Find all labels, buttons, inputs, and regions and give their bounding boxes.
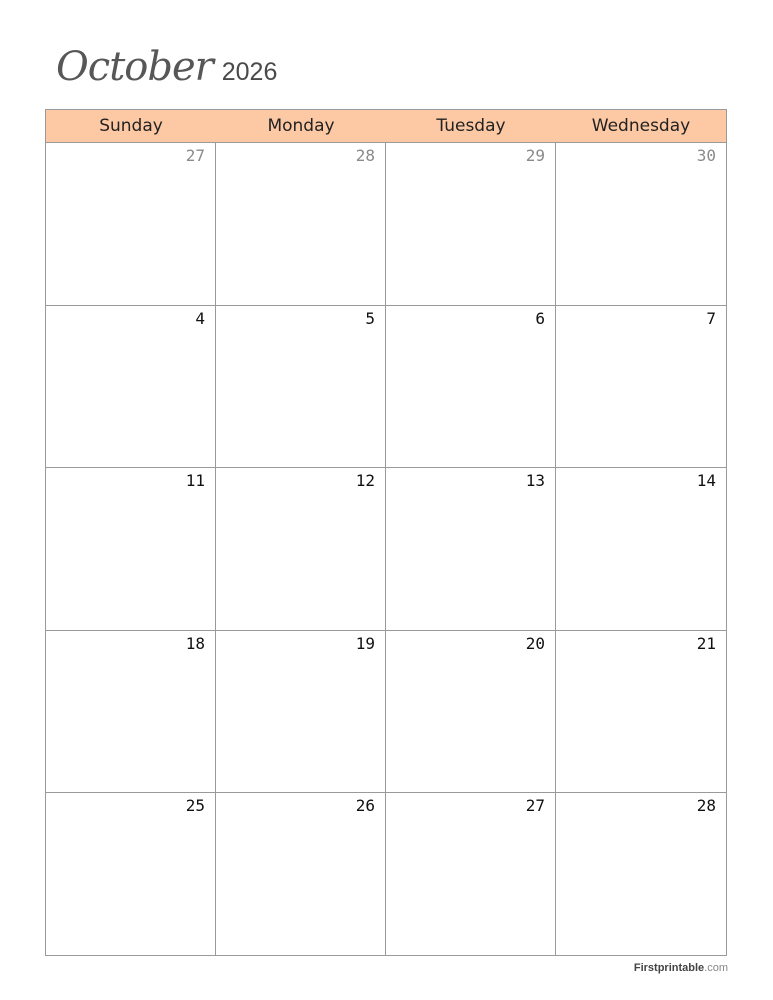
day-cell[interactable] [386,631,556,793]
day-cell[interactable] [216,306,386,468]
brand-domain: .com [704,962,728,974]
day-cell[interactable] [46,793,216,955]
day-cell[interactable] [386,143,556,305]
day-cell[interactable] [386,306,556,468]
day-number: 7 [706,308,716,328]
day-number: 12 [355,471,375,490]
day-cell[interactable] [386,793,556,955]
weekday-header-row [46,110,726,143]
day-number: 11 [185,471,205,490]
day-number: 27 [185,146,205,165]
calendar-grid [45,109,727,956]
day-cell[interactable] [216,793,386,955]
day-cell[interactable] [386,468,556,630]
day-number: 21 [696,633,716,653]
day-cell[interactable] [556,306,726,468]
day-number: 28 [696,796,716,815]
day-cell[interactable] [46,468,216,630]
day-cell[interactable] [216,143,386,305]
day-number: 19 [355,633,375,653]
day-number: 20 [525,633,545,653]
brand-watermark [634,962,728,974]
calendar-title [56,44,277,94]
weekday-tuesday: Tuesday [436,116,506,136]
day-cell[interactable] [556,793,726,955]
weekday-wednesday: Wednesday [591,116,691,136]
week-row-1 [46,143,726,306]
day-cell[interactable] [216,468,386,630]
weekday-monday: Monday [267,116,335,136]
week-row-4 [46,631,726,794]
day-number: 13 [525,471,545,490]
day-number: 30 [696,146,716,165]
week-row-5 [46,793,726,955]
week-row-3 [46,468,726,631]
day-number: 27 [525,796,545,815]
weekday-sunday: Sunday [99,116,163,136]
day-number: 26 [355,796,375,815]
day-cell[interactable] [216,631,386,793]
day-number: 29 [525,146,545,165]
day-cell[interactable] [556,468,726,630]
day-cell[interactable] [46,306,216,468]
day-number: 28 [355,146,375,165]
brand-name: Firstprintable [633,962,705,974]
day-cell[interactable] [46,143,216,305]
day-number: 6 [535,308,545,328]
day-number: 25 [185,796,205,815]
day-number: 14 [696,471,716,490]
week-row-2 [46,306,726,469]
day-cell[interactable] [556,631,726,793]
day-cell[interactable] [556,143,726,305]
year-label: 2026 [221,58,278,86]
month-name: October [56,44,213,90]
day-cell[interactable] [46,631,216,793]
day-number: 4 [195,308,205,328]
day-number: 18 [185,633,205,653]
day-number: 5 [365,308,375,328]
